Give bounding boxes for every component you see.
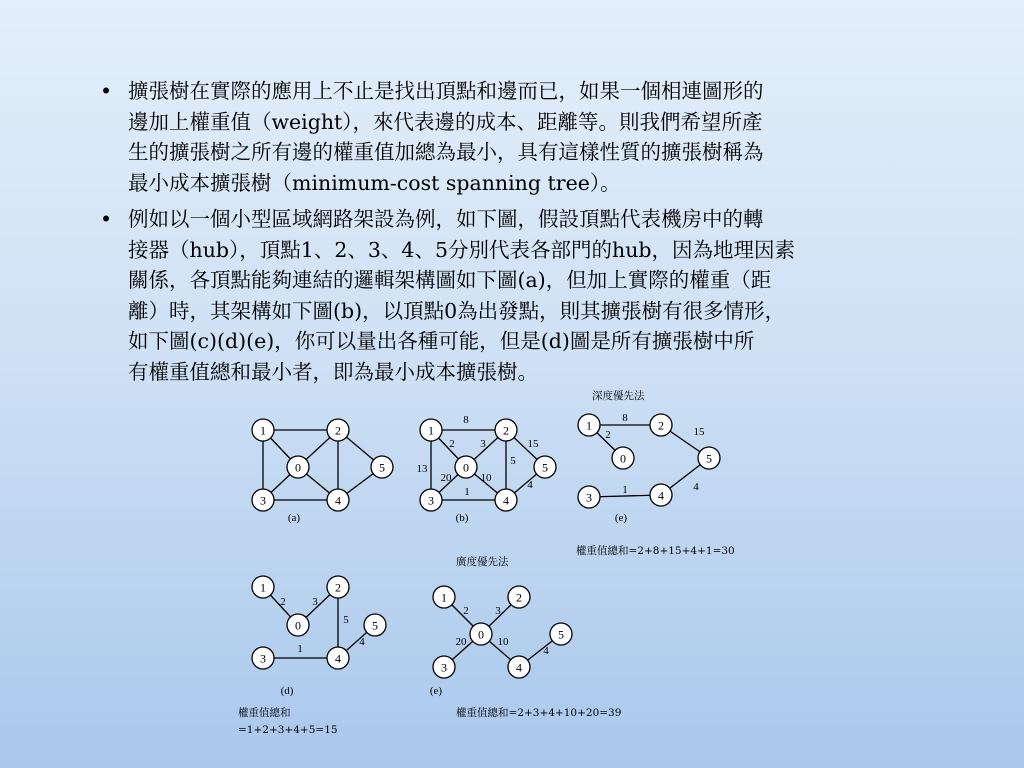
mst-weight-total-label: 權重值總和 <box>238 707 291 719</box>
weight-label-1-0: 2 <box>463 605 469 617</box>
weight-label-1-3: 13 <box>416 463 428 475</box>
bullet-dot: • <box>100 207 113 231</box>
node-1-label: 1 <box>428 423 434 438</box>
weight-label-2-4: 5 <box>510 455 516 467</box>
node-0-label: 0 <box>478 627 484 642</box>
node-5-label: 5 <box>706 451 712 466</box>
bullet-line: 離）時，其架構如下圖(b)，以頂點0為出發點，則其擴張樹有很多情形， <box>128 298 786 323</box>
node-3-label: 3 <box>441 660 447 675</box>
node-4-label: 4 <box>335 651 341 666</box>
node-1-label: 1 <box>260 423 266 438</box>
weight-label-2-0: 3 <box>495 605 501 617</box>
node-3-label: 3 <box>260 493 266 508</box>
graph-d <box>252 576 386 697</box>
node-5-label: 5 <box>542 460 548 475</box>
caption-a: (a) <box>287 512 301 524</box>
node-4-label: 4 <box>658 488 664 503</box>
caption-e: (e) <box>429 685 443 697</box>
bullet-line: 例如以一個小型區域網路架設為例，如下圖，假設頂點代表機房中的轉 <box>128 207 764 231</box>
weight-label-0-4: 10 <box>480 472 492 484</box>
weight-label-3-4: 1 <box>622 484 628 496</box>
bullet-line: 關係，各頂點能夠連結的邏輯架構圖如下圖(a)，但加上實際的權重（距 <box>128 268 772 292</box>
graph-e <box>430 586 572 697</box>
caption-b: (b) <box>455 512 469 524</box>
weight-label-1-2: 8 <box>622 412 628 424</box>
node-4-label: 4 <box>335 493 341 508</box>
weight-label-2-4: 5 <box>343 614 349 626</box>
mst-weight-total-value: =1+2+3+4+5=15 <box>238 724 338 736</box>
node-0-label: 0 <box>295 460 301 475</box>
node-5-label: 5 <box>558 627 564 642</box>
node-2-label: 2 <box>335 423 341 438</box>
node-1-label: 1 <box>586 418 592 433</box>
bullet-line: 邊加上權重值（weight），來代表邊的成本、距離等。則我們希望所產 <box>128 109 763 134</box>
weight-label-1-0: 2 <box>280 596 286 608</box>
node-3-label: 3 <box>428 493 434 508</box>
bullet-line: 生的擴張樹之所有邊的權重值加總為最小，具有這樣性質的擴張樹稱為 <box>128 140 764 164</box>
weight-label-4-5: 4 <box>543 645 549 657</box>
bullet-dot: • <box>100 79 113 103</box>
weight-label-2-5: 15 <box>527 438 539 450</box>
node-1-label: 1 <box>441 590 447 605</box>
weight-label-4-5: 4 <box>527 479 533 491</box>
bullet-line: 有權重值總和最小者，即為最小成本擴張樹。 <box>128 359 538 384</box>
weight-label-3-4: 1 <box>297 643 303 655</box>
weight-label-1-0: 2 <box>449 438 455 450</box>
caption-d: (d) <box>280 685 294 697</box>
graph-c <box>578 412 720 524</box>
node-4-label: 4 <box>516 660 522 675</box>
weight-label-2-0: 3 <box>480 438 486 450</box>
weight-label-0-4: 10 <box>497 636 509 648</box>
graph-b <box>417 414 557 524</box>
weight-label-0-3: 20 <box>440 472 452 484</box>
node-1-label: 1 <box>260 580 266 595</box>
node-3-label: 3 <box>260 651 266 666</box>
node-2-label: 2 <box>516 590 522 605</box>
weight-label-4-5: 4 <box>359 636 365 648</box>
node-5-label: 5 <box>372 618 378 633</box>
weight-label-1-2: 8 <box>463 414 469 426</box>
bullet-line: 最小成本擴張樹（minimum-cost spanning tree）。 <box>128 170 621 195</box>
weight-label-4-5: 4 <box>693 481 699 493</box>
graph-a <box>252 419 393 524</box>
dfs-title: 深度優先法 <box>592 390 645 402</box>
bullet-line: 接器（hub），頂點1、2、3、4、5分別代表各部門的hub，因為地理因素 <box>128 237 796 262</box>
weight-label-2-5: 15 <box>693 426 705 438</box>
node-0-label: 0 <box>620 451 626 466</box>
dfs-weight-total: 權重值總和=2+8+15+4+1=30 <box>576 545 735 557</box>
bfs-weight-total: 權重值總和=2+3+4+10+20=39 <box>456 707 622 719</box>
weight-label-0-3: 20 <box>455 636 467 648</box>
node-0-label: 0 <box>295 618 301 633</box>
weight-label-1-0: 2 <box>605 429 611 441</box>
bullet-line: 擴張樹在實際的應用上不止是找出頂點和邊而已，如果一個相連圖形的 <box>128 79 764 103</box>
node-5-label: 5 <box>379 460 385 475</box>
node-0-label: 0 <box>463 460 469 475</box>
caption-c: (e) <box>614 512 628 524</box>
weight-label-3-4: 1 <box>464 486 470 498</box>
node-2-label: 2 <box>503 423 509 438</box>
weight-label-2-0: 3 <box>312 596 318 608</box>
node-3-label: 3 <box>586 490 592 505</box>
bfs-title: 廣度優先法 <box>456 556 509 568</box>
node-4-label: 4 <box>503 493 509 508</box>
bullet-line: 如下圖(c)(d)(e)，你可以量出各種可能，但是(d)圖是所有擴張樹中所 <box>128 329 755 353</box>
node-2-label: 2 <box>335 580 341 595</box>
node-2-label: 2 <box>658 418 664 433</box>
